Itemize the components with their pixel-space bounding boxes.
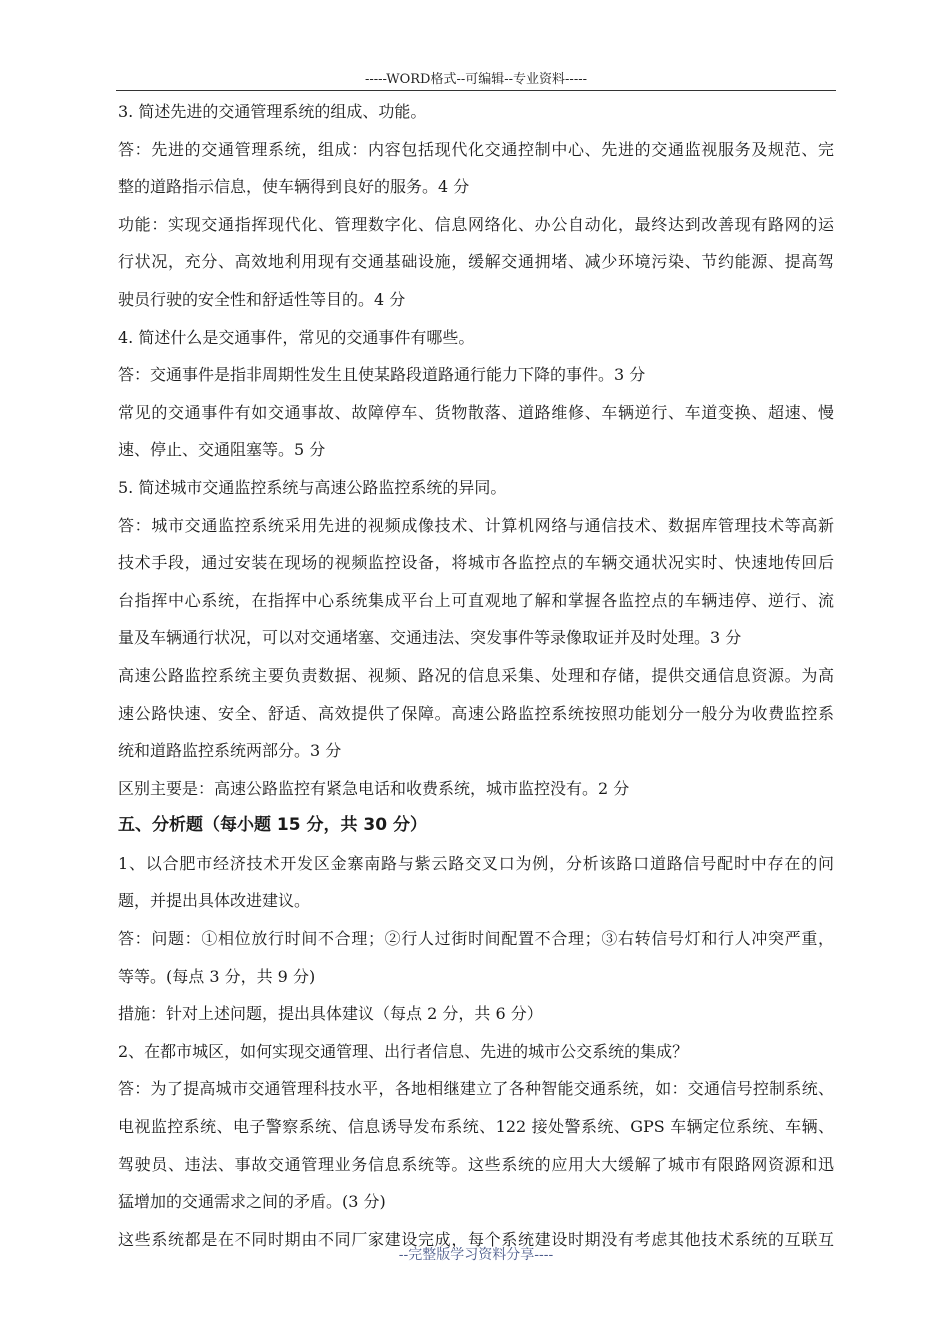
answer-line: 速、停止、交通阻塞等。5 分 [118, 440, 326, 460]
question-3-title: 3. 简述先进的交通管理系统的组成、功能。 [118, 102, 427, 121]
page-header: -----WORD格式--可编辑--专业资料----- [364, 72, 588, 87]
answer-line: 这些系统都是在不同时期由不同厂家建设完成，每个系统建设时期没有考虑其他技术系统的互联互 [118, 1229, 834, 1249]
answer-line: 答：为了提高城市交通管理科技水平，各地相继建立了各种智能交通系统，如：交通信号控制系统、 [118, 1079, 834, 1099]
answer-line: 猛增加的交通需求之间的矛盾。(3 分) [118, 1192, 386, 1212]
answer-line: 行状况，充分、高效地利用现有交通基础设施，缓解交通拥堵、减少环境污染、节约能源、提高驾 [118, 252, 834, 272]
question-5-title: 5. 简述城市交通监控系统与高速公路监控系统的异同。 [118, 477, 507, 497]
question-2-title: 2、在都市城区，如何实现交通管理、出行者信息、先进的城市公交系统的集成？ [118, 1041, 689, 1061]
section-heading: 五、分析题（每小题 15 分，共 30 分） [118, 815, 427, 836]
answer-line: 区别主要是：高速公路监控有紧急电话和收费系统，城市监控没有。2 分 [118, 778, 630, 798]
question-4-title: 4. 简述什么是交通事件，常见的交通事件有哪些。 [118, 327, 475, 347]
answer-line: 统和道路监控系统两部分。3 分 [118, 741, 342, 761]
header-divider [116, 90, 836, 91]
answer-line: 常见的交通事件有如交通事故、故障停车、货物散落、道路维修、车辆逆行、车道变换、超速、慢 [118, 402, 834, 422]
answer-line: 答：先进的交通管理系统，组成：内容包括现代化交通控制中心、先进的交通监视服务及规范、完 [118, 139, 834, 159]
answer-line: 高速公路监控系统主要负责数据、视频、路况的信息采集、处理和存储，提供交通信息资源。为高 [118, 665, 834, 685]
page-footer: --完整版学习资料分享---- [398, 1247, 554, 1263]
answer-line: 等等。(每点 3 分，共 9 分) [118, 966, 316, 986]
answer-line: 答：城市交通监控系统采用先进的视频成像技术、计算机网络与通信技术、数据库管理技术等高新 [118, 515, 834, 535]
question-1-title: 1、以合肥市经济技术开发区金寨南路与紫云路交叉口为例，分析该路口道路信号配时中存在的问 [118, 853, 834, 873]
answer-line: 答：交通事件是指非周期性发生且使某路段道路通行能力下降的事件。3 分 [118, 365, 646, 385]
answer-line: 量及车辆通行状况，可以对交通堵塞、交通违法、突发事件等录像取证并及时处理。3 分 [118, 628, 742, 648]
answer-line: 整的道路指示信息，使车辆得到良好的服务。4 分 [118, 177, 470, 197]
answer-line: 台指挥中心系统，在指挥中心系统集成平台上可直观地了解和掌握各监控点的车辆违停、逆行、流 [118, 590, 834, 610]
answer-line: 驾驶员、违法、事故交通管理业务信息系统等。这些系统的应用大大缓解了城市有限路网资源和迅 [118, 1154, 834, 1174]
answer-line: 答：问题：①相位放行时间不合理；②行人过街时间配置不合理；③右转信号灯和行人冲突严重， [118, 929, 834, 949]
answer-line: 电视监控系统、电子警察系统、信息诱导发布系统、122 接处警系统、GPS 车辆定位系统、车辆、 [118, 1117, 834, 1137]
answer-line: 功能：实现交通指挥现代化、管理数字化、信息网络化、办公自动化，最终达到改善现有路网的运 [118, 214, 834, 234]
answer-line: 速公路快速、安全、舒适、高效提供了保障。高速公路监控系统按照功能划分一般分为收费监控系 [118, 703, 834, 723]
question-1-title-cont: 题，并提出具体改进建议。 [118, 891, 311, 911]
answer-line: 驶员行驶的安全性和舒适性等目的。4 分 [118, 289, 406, 309]
answer-line: 措施：针对上述问题，提出具体建议（每点 2 分，共 6 分） [118, 1004, 543, 1024]
answer-line: 技术手段，通过安装在现场的视频监控设备，将城市各监控点的车辆交通状况实时、快速地传回后 [118, 553, 834, 573]
document-body [118, 93, 834, 1258]
